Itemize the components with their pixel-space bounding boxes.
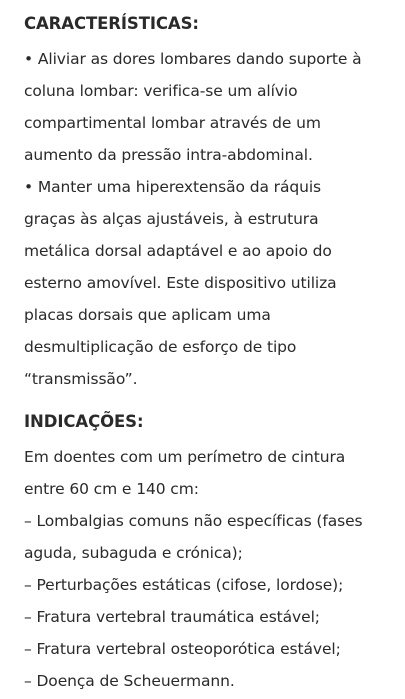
- caracteristicas-line: esterno amovível. Este dispositivo utiliza: [24, 274, 337, 292]
- indicacoes-line: – Lombalgias comuns não específicas (fases: [24, 512, 363, 530]
- indicacoes-heading: INDICAÇÕES:: [24, 412, 144, 431]
- caracteristicas-line: metálica dorsal adaptável e ao apoio do: [24, 242, 332, 260]
- indicacoes-line: aguda, subaguda e crónica);: [24, 544, 243, 562]
- caracteristicas-line: • Aliviar as dores lombares dando suporte à: [24, 50, 362, 68]
- caracteristicas-section: [24, 11, 399, 395]
- document-page: [24, 11, 399, 697]
- caracteristicas-line: placas dorsais que aplicam uma: [24, 306, 271, 324]
- caracteristicas-line: graças às alças ajustáveis, à estrutura: [24, 210, 319, 228]
- indicacoes-line: – Perturbações estáticas (cifose, lordose);: [24, 576, 344, 594]
- caracteristicas-heading: CARACTERÍSTICAS:: [24, 14, 199, 33]
- indicacoes-line: – Fratura vertebral traumática estável;: [24, 608, 320, 626]
- caracteristicas-line: compartimental lombar através de um: [24, 114, 321, 132]
- caracteristicas-line: • Manter uma hiperextensão da ráquis: [24, 178, 322, 196]
- indicacoes-line: – Fratura vertebral osteoporótica estável;: [24, 640, 341, 658]
- caracteristicas-line: “transmissão”.: [24, 370, 138, 388]
- caracteristicas-line: aumento da pressão intra-abdominal.: [24, 146, 313, 164]
- indicacoes-line: Em doentes com um perímetro de cintura: [24, 448, 346, 466]
- section-gap: [24, 395, 399, 409]
- caracteristicas-line: coluna lombar: verifica-se um alívio: [24, 82, 298, 100]
- indicacoes-line: – Doença de Scheuermann.: [24, 672, 235, 690]
- caracteristicas-line: desmultiplicação de esforço de tipo: [24, 338, 297, 356]
- indicacoes-line: entre 60 cm e 140 cm:: [24, 480, 199, 498]
- indicacoes-section: [24, 409, 399, 697]
